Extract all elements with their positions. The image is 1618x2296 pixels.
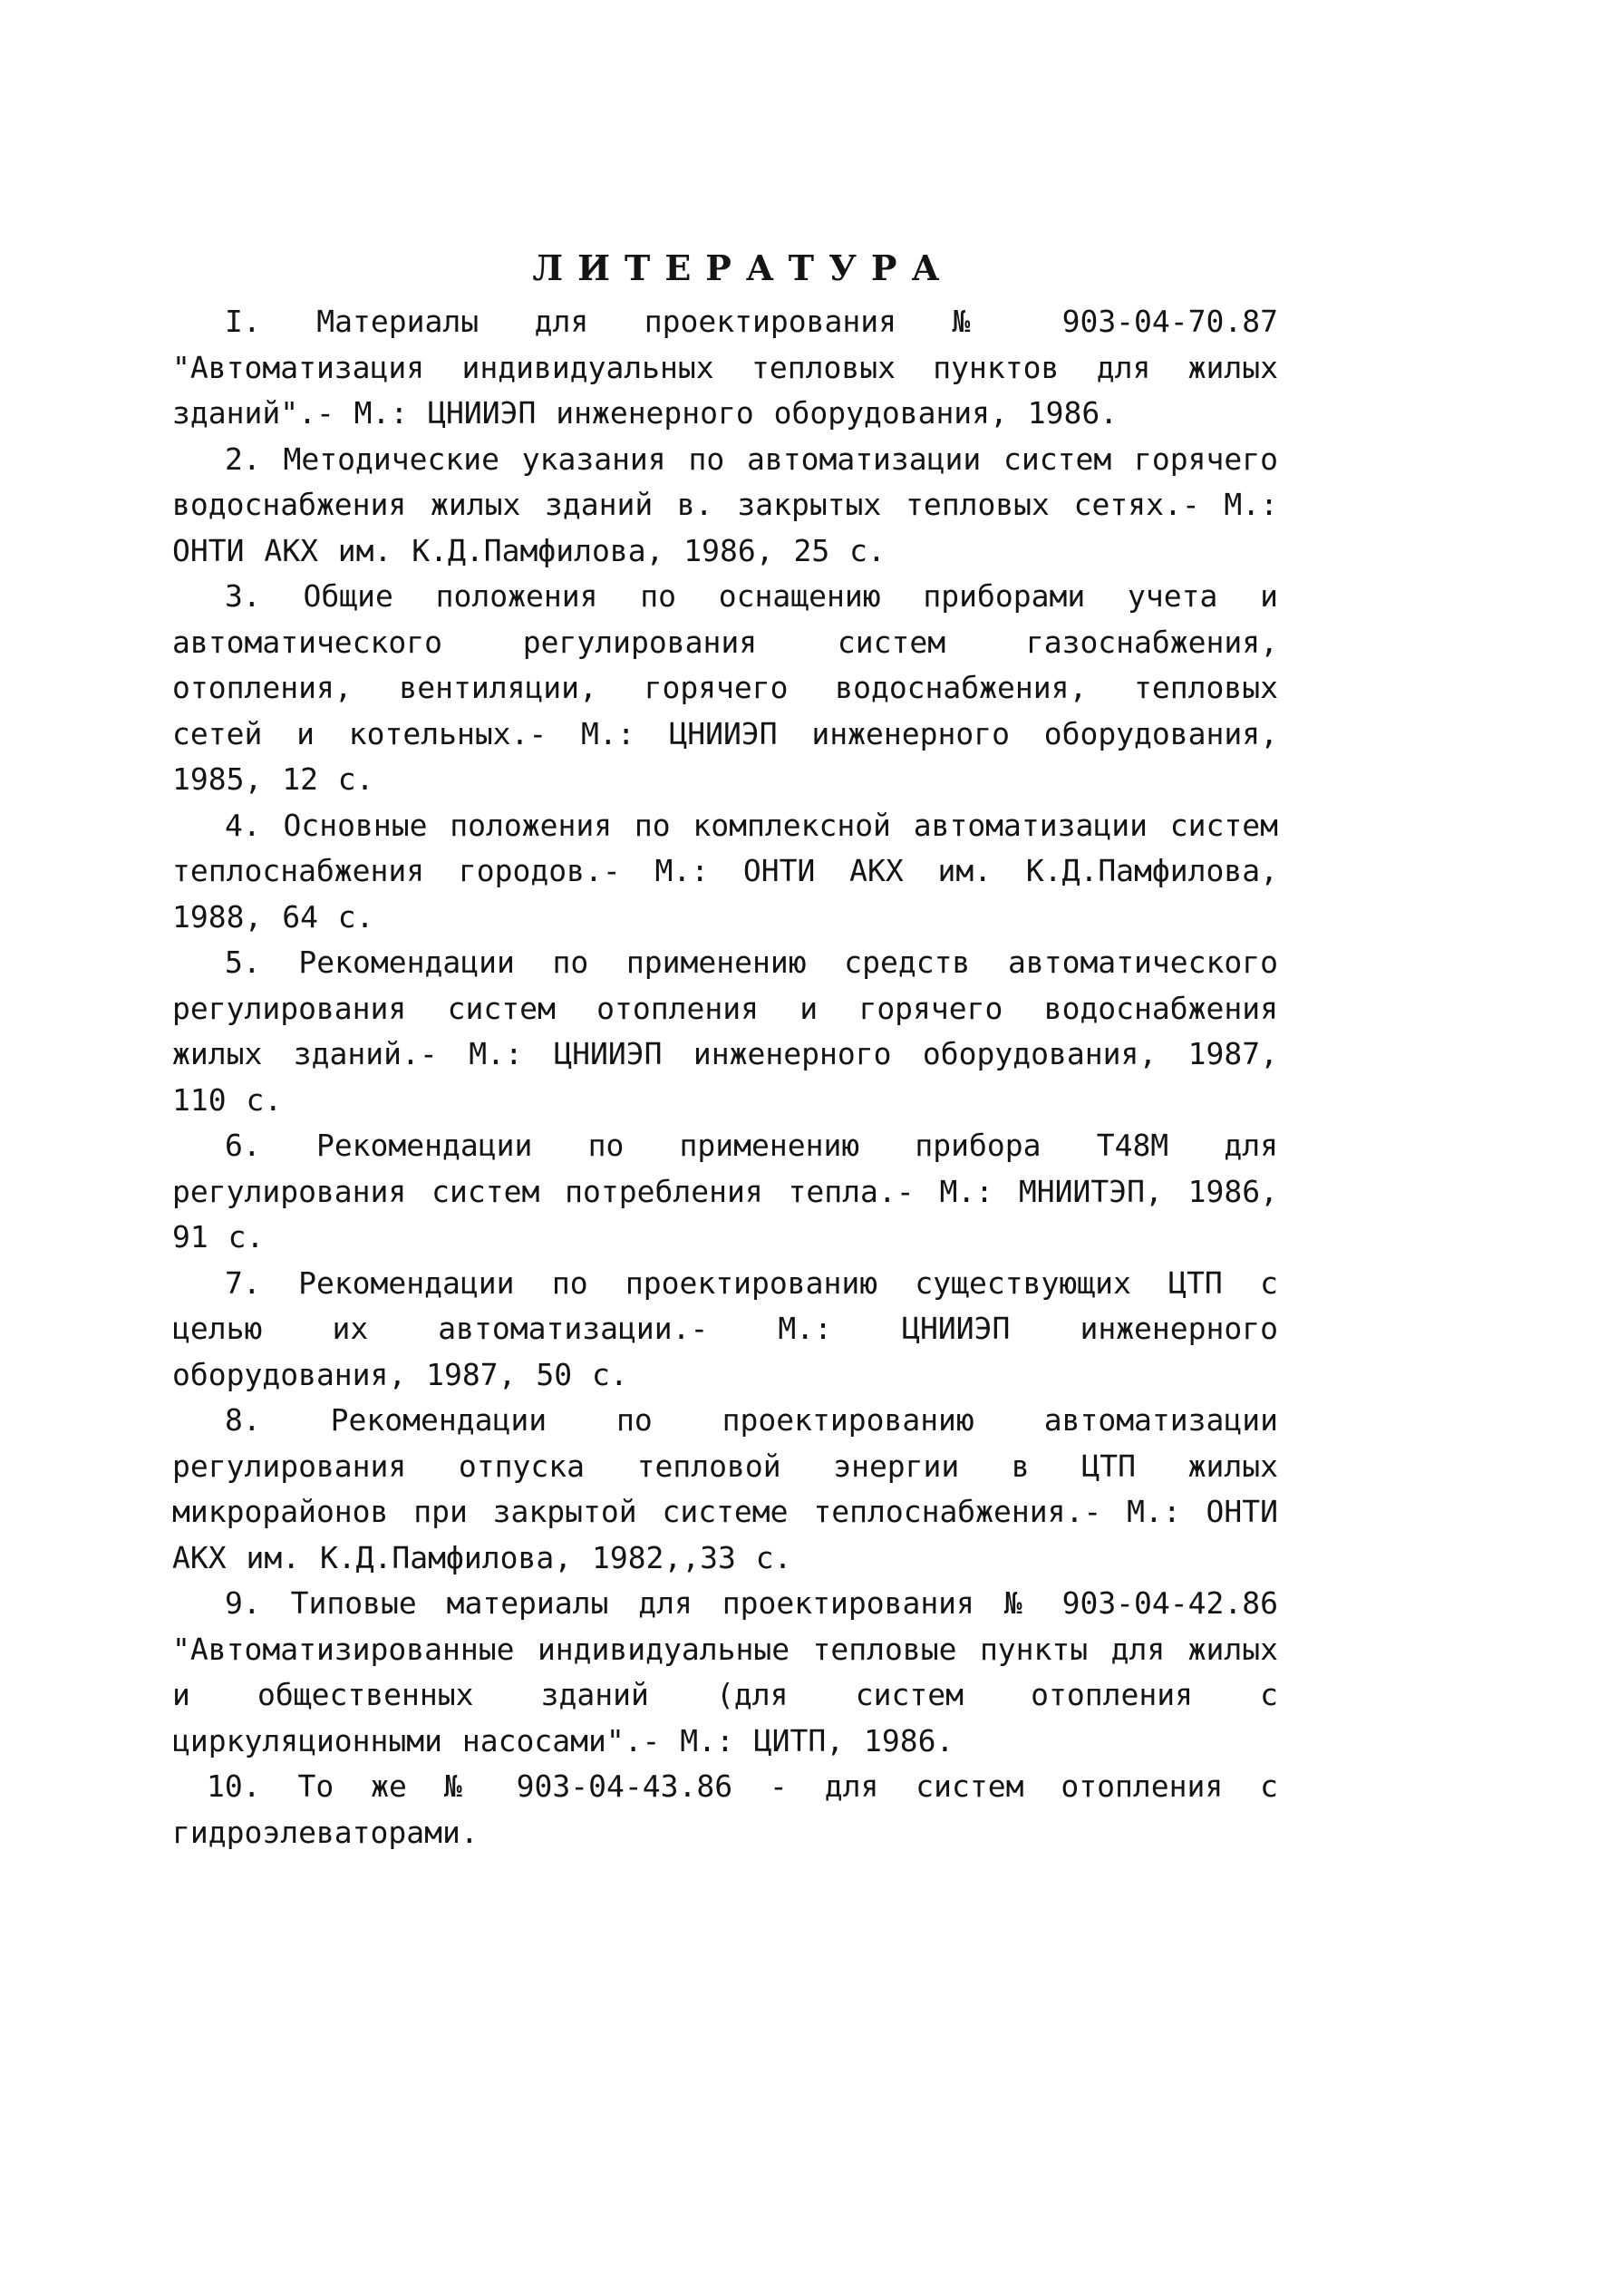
reference-item-7: 7. Рекомендации по проектированию существующих ЦТП с целью их автоматизации.- М.: ЦНИИЭП инженерного оборудования, 1987, 50 с. <box>172 1264 1278 1392</box>
reference-list <box>172 299 1278 1855</box>
page-title: ЛИТЕРАТУРА <box>532 247 954 288</box>
reference-item-3: 3. Общие положения по оснащению приборами учета и автоматического регулирования систем газоснабжения, отопления, вентиляции, горячего водоснабжения, тепловых сетей и котельных.- М.: ЦНИИЭП инженерного оборудования, 1985, 12 с. <box>172 578 1278 797</box>
reference-item-1: I. Материалы для проектирования № 903-04-70.87 "Автоматизация индивидуальных тепловых пунктов для жилых зданий".- М.: ЦНИИЭП инженерного оборудования, 1986. <box>172 304 1278 431</box>
reference-item-10: 10. То же № 903-04-43.86 - для систем отопления с гидроэлеваторами. <box>172 1768 1278 1850</box>
reference-item-2: 2. Методические указания по автоматизации систем горячего водоснабжения жилых зданий в. закрытых тепловых сетях.- М.: ОНТИ АКХ им. К.Д.Памфилова, 1986, 25 с. <box>172 441 1278 568</box>
reference-item-6: 6. Рекомендации по применению прибора Т48М для регулирования систем потребления тепла.- М.: МНИИТЭП, 1986, 91 с. <box>172 1128 1278 1255</box>
reference-item-8: 8. Рекомендации по проектированию автоматизации регулирования отпуска тепловой энергии в ЦТП жилых микрорайонов при закрытой системе теплоснабжения.- М.: ОНТИ АКХ им. К.Д.Памфилова, 1982,,33 с. <box>172 1402 1278 1575</box>
reference-item-9: 9. Типовые материалы для проектирования № 903-04-42.86 "Автоматизированные индивидуальные тепловые пункты для жилых и общественных зданий (для систем отопления с циркуляционными насосами".- М.: ЦИТП, 1986. <box>172 1585 1278 1758</box>
reference-item-5: 5. Рекомендации по применению средств автоматического регулирования систем отопления и горячего водоснабжения жилых зданий.- М.: ЦНИИЭП инженерного оборудования, 1987, 110 с. <box>172 945 1278 1118</box>
reference-item-4: 4. Основные положения по комплексной автоматизации систем теплоснабжения городов.- М.: ОНТИ АКХ им. К.Д.Памфилова, 1988, 64 с. <box>172 807 1278 935</box>
